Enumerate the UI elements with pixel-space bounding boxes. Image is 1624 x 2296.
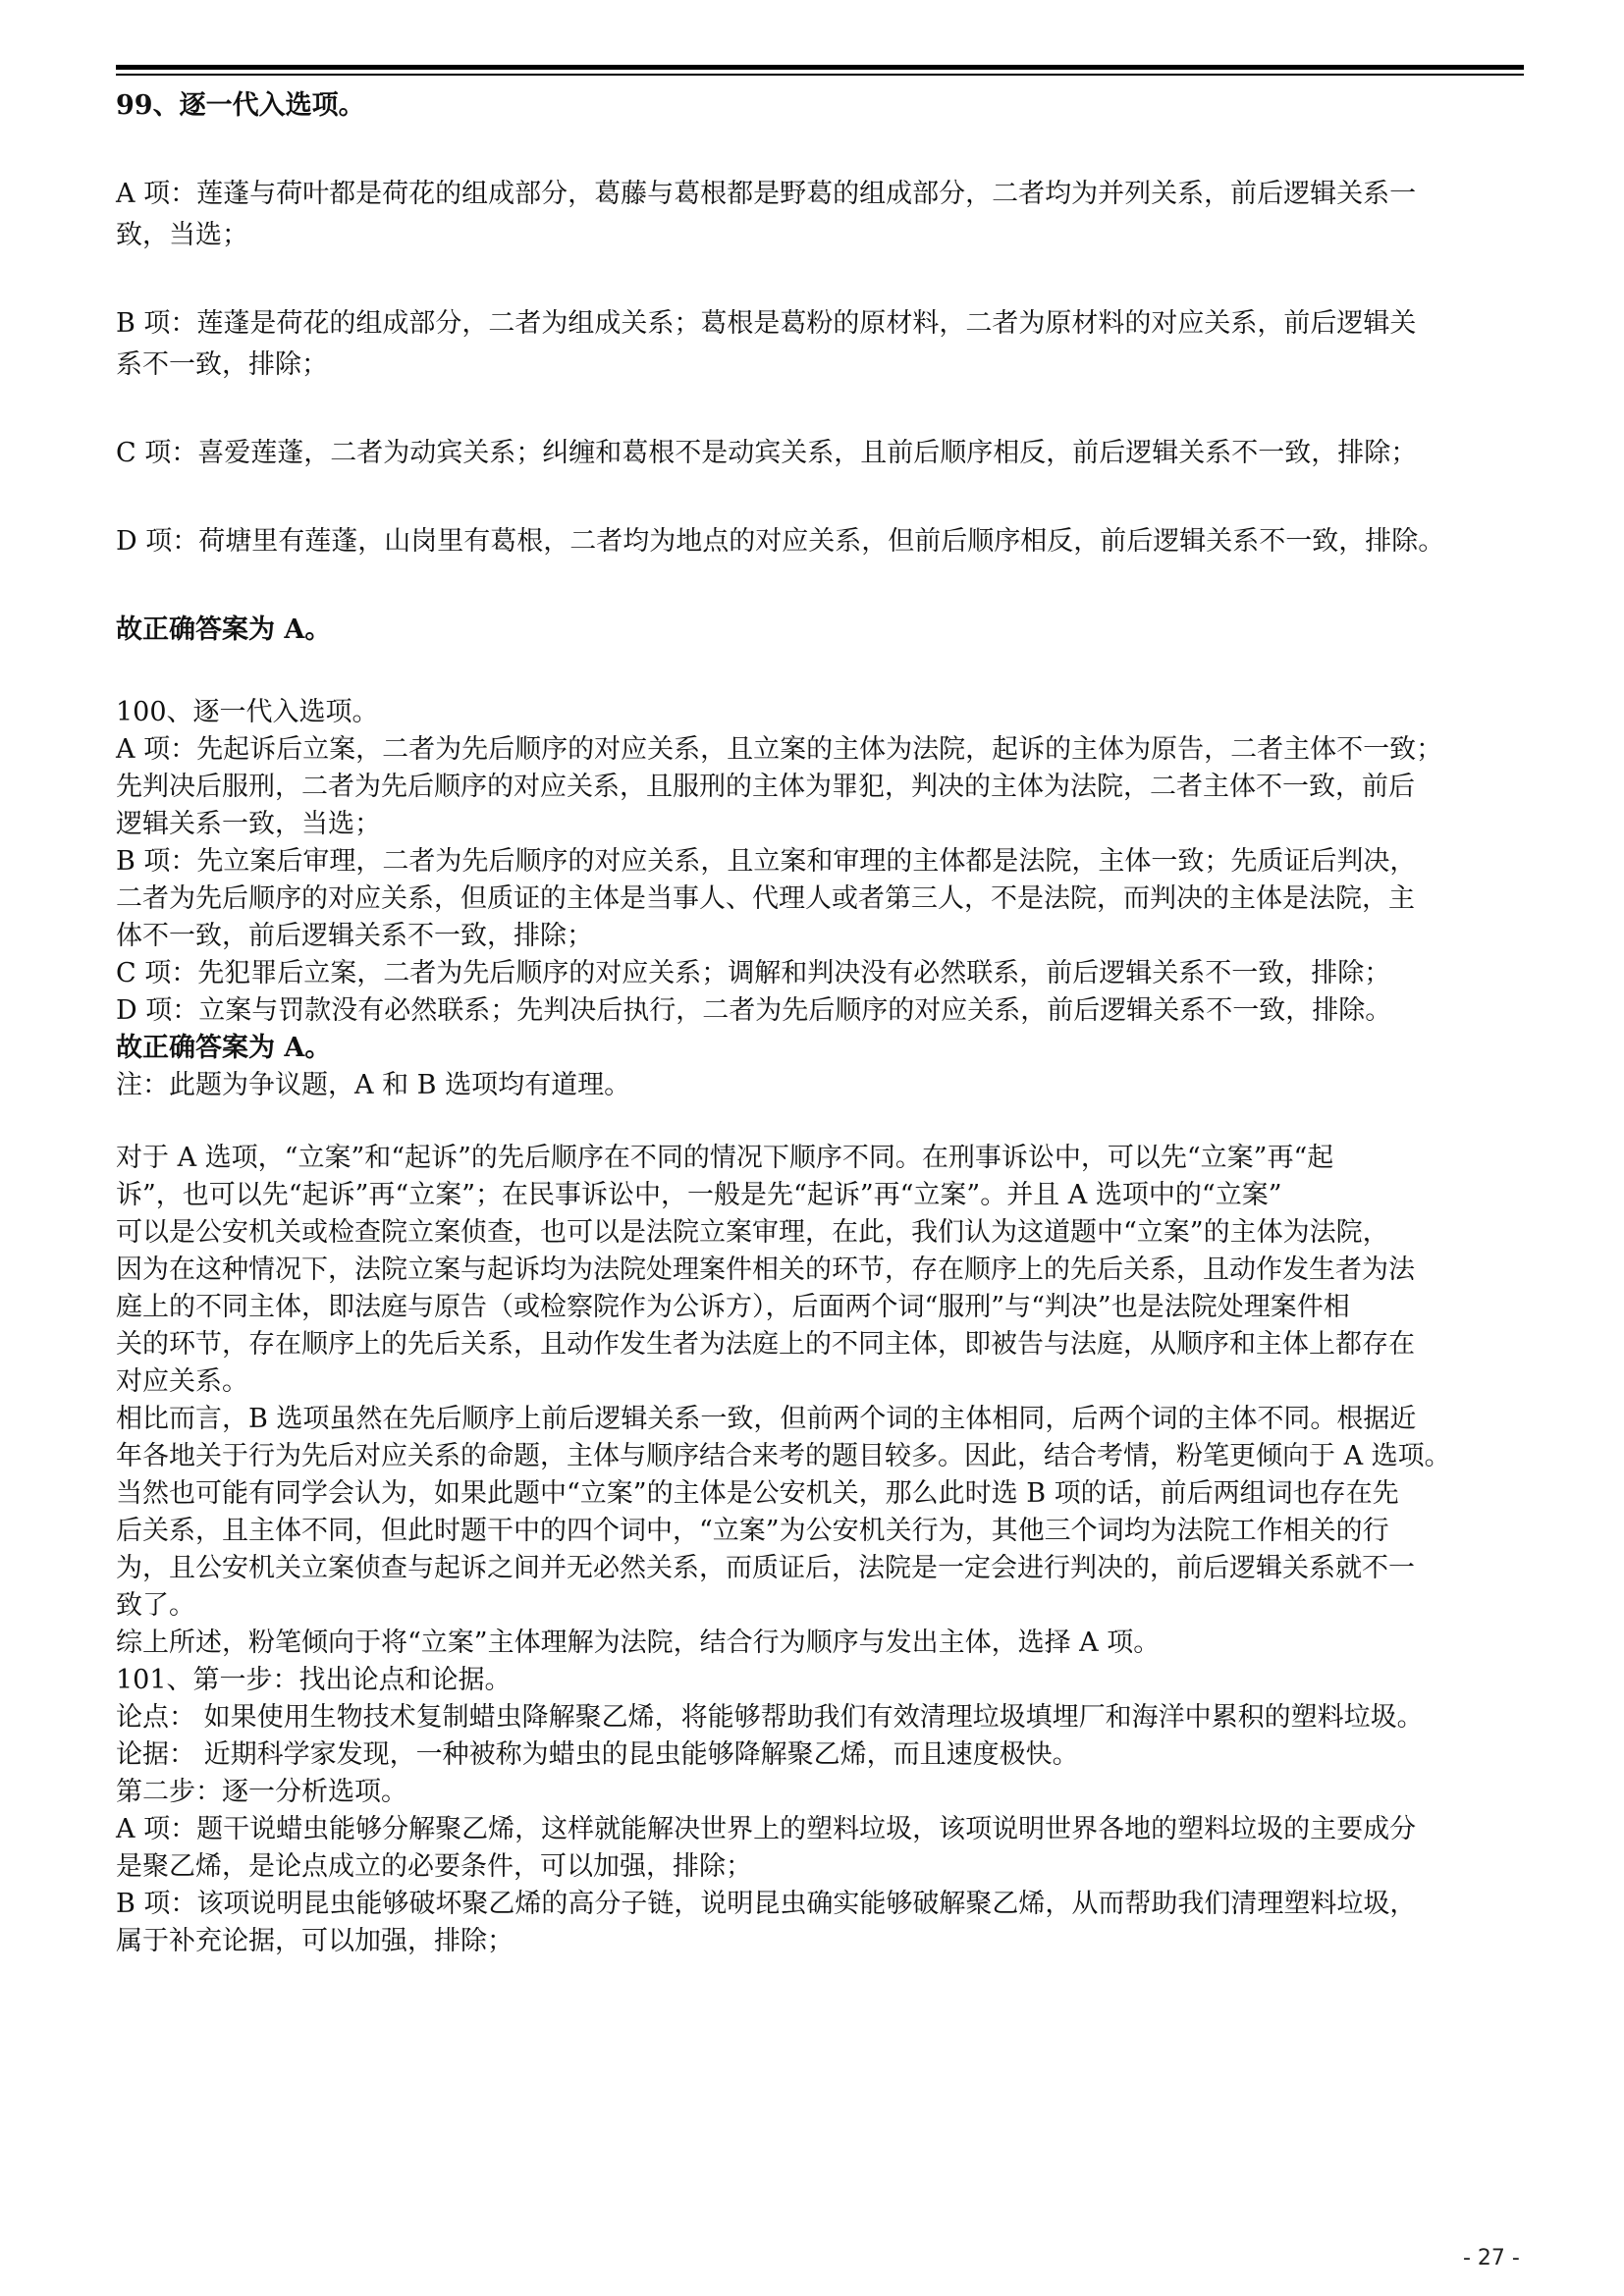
q101-option-a-line2: 是聚乙烯，是论点成立的必要条件，可以加强，排除；: [116, 1851, 752, 1882]
q99-option-a-line1: A 项：莲蓬与荷叶都是荷花的组成部分，葛藤与葛根都是野葛的组成部分，二者均为并列关系，前后逻辑关系一: [116, 179, 1417, 209]
q99-heading: 99、逐一代入选项。: [116, 90, 365, 121]
q100-discussion-line3: 可以是公安机关或检查院立案侦查，也可以是法院立案审理，在此，我们认为这道题中“立案”的主体为法院，: [116, 1217, 1389, 1248]
q100-option-b-line2: 二者为先后顺序的对应关系，但质证的主体是当事人、代理人或者第三人，不是法院，而判决的主体是法院，主: [116, 883, 1415, 914]
q100-conclusion: 综上所述，粉笔倾向于将“立案”主体理解为法院，结合行为顺序与发出主体，选择 A 项。: [116, 1628, 1161, 1658]
q100-discussion-line11: 后关系，且主体不同，但此时题干中的四个词中，“立案”为公安机关行为，其他三个词均为法院工作相关的行: [116, 1516, 1389, 1546]
q100-option-c: C 项：先犯罪后立案，二者为先后顺序的对应关系；调解和判决没有必然联系，前后逻辑关系不一致，排除；: [116, 958, 1391, 988]
q99-option-a-line2: 致，当选；: [116, 220, 248, 250]
q100-heading: 100、逐一代入选项。: [116, 697, 379, 727]
q100-option-a-line2: 先判决后服刑，二者为先后顺序的对应关系，且服刑的主体为罪犯，判决的主体为法院，二者主体不一致，前后: [116, 772, 1415, 802]
q100-option-b-line3: 体不一致，前后逻辑关系不一致，排除；: [116, 921, 593, 951]
q100-option-a-line3: 逻辑关系一致，当选；: [116, 809, 381, 839]
page-number: - 27 -: [1463, 2246, 1520, 2270]
q100-discussion-line12: 为，且公安机关立案侦查与起诉之间并无必然关系，而质证后，法院是一定会进行判决的，前后逻辑关系就不一: [116, 1553, 1415, 1583]
q100-discussion-line13: 致了。: [116, 1590, 195, 1621]
q101-step2: 第二步：逐一分析选项。: [116, 1777, 407, 1807]
q99-option-b-line2: 系不一致，排除；: [116, 349, 328, 380]
q100-option-b-line1: B 项：先立案后审理，二者为先后顺序的对应关系，且立案和审理的主体都是法院，主体一致；先质证后判决，: [116, 846, 1417, 877]
q100-discussion-line7: 对应关系。: [116, 1366, 248, 1397]
q100-discussion-line10: 当然也可能有同学会认为，如果此题中“立案”的主体是公安机关，那么此时选 B 项的话，前后两组词也存在先: [116, 1478, 1399, 1509]
q101-option-b-line1: B 项：该项说明昆虫能够破坏聚乙烯的高分子链，说明昆虫确实能够破解聚乙烯，从而帮助我们清理塑料垃圾，: [116, 1889, 1417, 1919]
q100-discussion-line6: 关的环节，存在顺序上的先后关系，且动作发生者为法庭上的不同主体，即被告与法庭，从顺序和主体上都存在: [116, 1329, 1415, 1360]
q101-option-b-line2: 属于补充论据，可以加强，排除；: [116, 1926, 514, 1956]
q100-discussion-line5: 庭上的不同主体，即法庭与原告（或检察院作为公诉方），后面两个词“服刑”与“判决”也是法院处理案件相: [116, 1292, 1350, 1322]
q100-note: 注：此题为争议题，A 和 B 选项均有道理。: [116, 1070, 631, 1100]
q101-thesis: 论点： 如果使用生物技术复制蜡虫降解聚乙烯，将能够帮助我们有效清理垃圾填埋厂和海洋中累积的塑料垃圾。: [116, 1702, 1424, 1733]
q99-option-d: D 项：荷塘里有莲蓬，山岗里有葛根，二者均为地点的对应关系，但前后顺序相反，前后逻辑关系不一致，排除。: [116, 526, 1445, 557]
q100-option-d: D 项：立案与罚款没有必然联系；先判决后执行，二者为先后顺序的对应关系，前后逻辑关系不一致，排除。: [116, 995, 1392, 1026]
q100-discussion-line2: 诉”，也可以先“起诉”再“立案”；在民事诉讼中，一般是先“起诉”再“立案”。并且 A 选项中的“立案”: [116, 1180, 1282, 1210]
header-rule-thick: [116, 65, 1524, 70]
q100-discussion-line4: 因为在这种情况下，法院立案与起诉均为法院处理案件相关的环节，存在顺序上的先后关系，且动作发生者为法: [116, 1255, 1415, 1285]
q100-discussion-line8: 相比而言，B 选项虽然在先后顺序上前后逻辑关系一致，但前两个词的主体相同，后两个词的主体不同。根据近: [116, 1404, 1417, 1434]
q100-answer: 故正确答案为 A。: [116, 1033, 332, 1063]
q99-answer: 故正确答案为 A。: [116, 614, 332, 645]
q101-step1: 101、第一步：找出论点和论据。: [116, 1665, 512, 1695]
q100-discussion-line1: 对于 A 选项，“立案”和“起诉”的先后顺序在不同的情况下顺序不同。在刑事诉讼中，可以先“立案”再“起: [116, 1143, 1334, 1173]
q101-evidence: 论据： 近期科学家发现，一种被称为蜡虫的昆虫能够降解聚乙烯，而且速度极快。: [116, 1739, 1079, 1770]
header-rule-thin: [116, 74, 1524, 76]
q100-option-a-line1: A 项：先起诉后立案，二者为先后顺序的对应关系，且立案的主体为法院，起诉的主体为原告，二者主体不一致；: [116, 734, 1443, 765]
q99-option-b-line1: B 项：莲蓬是荷花的组成部分，二者为组成关系；葛根是葛粉的原材料，二者为原材料的对应关系，前后逻辑关: [116, 308, 1417, 339]
q101-option-a-line1: A 项：题干说蜡虫能够分解聚乙烯，这样就能解决世界上的塑料垃圾，该项说明世界各地的塑料垃圾的主要成分: [116, 1814, 1417, 1844]
q100-discussion-line9: 年各地关于行为先后对应关系的命题，主体与顺序结合来考的题目较多。因此，结合考情，粉笔更倾向于 A 选项。: [116, 1441, 1451, 1471]
q99-option-c: C 项：喜爱莲蓬，二者为动宾关系；纠缠和葛根不是动宾关系，且前后顺序相反，前后逻辑关系不一致，排除；: [116, 438, 1418, 468]
